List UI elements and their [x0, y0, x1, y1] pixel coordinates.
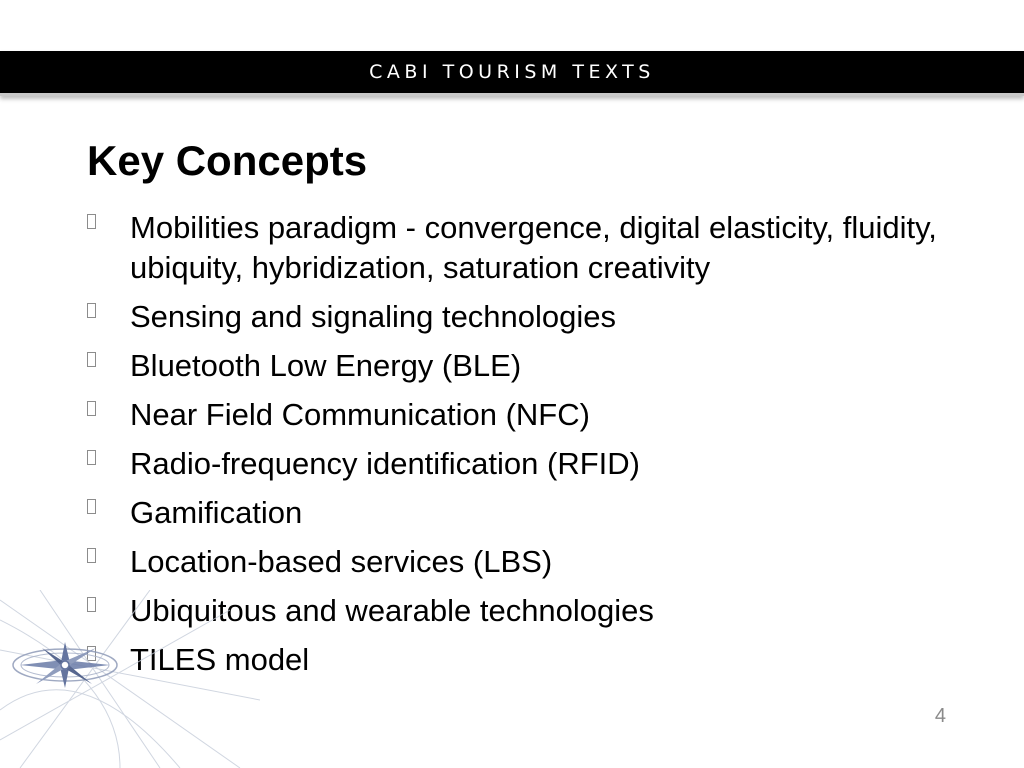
header-bar — [0, 51, 1024, 96]
bullet-text: Location-based services (LBS) — [130, 544, 553, 579]
bullet-item — [87, 493, 947, 533]
bullet-item — [87, 542, 947, 582]
bullet-text: Bluetooth Low Energy (BLE) — [130, 348, 522, 383]
square-bullet-icon — [87, 214, 96, 229]
bullet-item — [87, 346, 947, 386]
bullet-text: Radio-frequency identification (RFID) — [130, 446, 640, 481]
bullet-item — [87, 208, 947, 288]
bullet-item — [87, 444, 947, 484]
bullet-item — [87, 297, 947, 337]
bullet-text: Ubiquitous and wearable technologies — [130, 593, 654, 628]
bullet-item — [87, 395, 947, 435]
bullet-text: Sensing and signaling technologies — [130, 299, 617, 334]
square-bullet-icon — [87, 352, 96, 367]
header-title: CABI TOURISM TEXTS — [369, 61, 655, 83]
bullet-text: Mobilities paradigm - convergence, digital elasticity, fluidity, ubiquity, hybridization, saturation creativity — [130, 210, 937, 285]
bullet-text: Gamification — [130, 495, 303, 530]
square-bullet-icon — [87, 401, 96, 416]
square-bullet-icon — [87, 499, 96, 514]
compass-rose-icon — [0, 590, 260, 768]
slide-title: Key Concepts — [87, 137, 368, 184]
square-bullet-icon — [87, 303, 96, 318]
bullet-text: Near Field Communication (NFC) — [130, 397, 590, 432]
square-bullet-icon — [87, 450, 96, 465]
page-number: 4 — [934, 705, 946, 727]
bullet-text: TILES model — [130, 642, 310, 677]
square-bullet-icon — [87, 548, 96, 563]
